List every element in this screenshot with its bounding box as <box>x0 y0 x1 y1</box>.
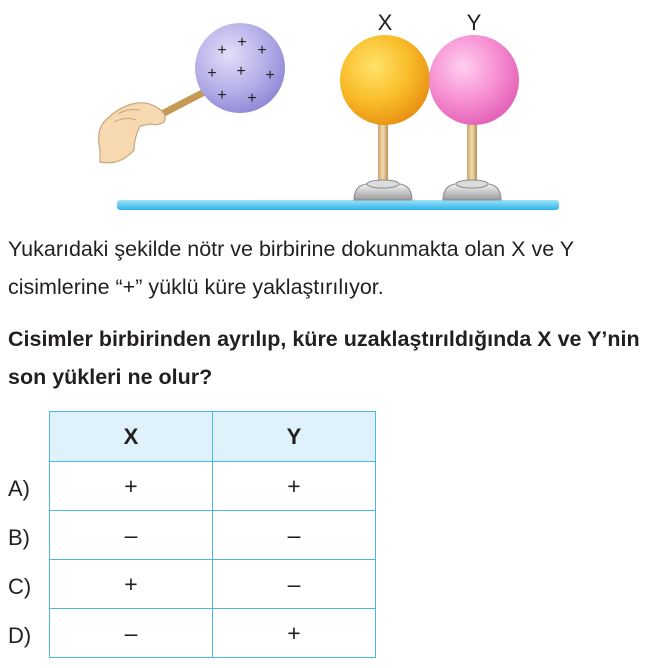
plus-sign: + <box>207 65 217 82</box>
question-prompt: Cisimler birbirinden ayrılıp, küre uzaklaştırıldığında X ve Y’nin son yükleri ne olur? <box>8 327 640 389</box>
stand-y <box>443 120 501 200</box>
plus-sign: + <box>247 90 257 107</box>
plus-sign: + <box>237 34 247 51</box>
option-c-y: – <box>213 560 376 609</box>
answer-table <box>49 411 376 658</box>
plus-sign: + <box>257 42 267 59</box>
option-a-y: + <box>213 462 376 511</box>
label-y: Y <box>466 10 482 35</box>
plus-sign: + <box>236 63 246 80</box>
table-row <box>50 462 376 511</box>
table-surface <box>117 200 559 210</box>
sphere-x <box>340 35 430 125</box>
experiment-illustration <box>0 0 652 220</box>
table-header-row <box>50 412 376 462</box>
table-row <box>50 609 376 658</box>
column-header-x: X <box>50 412 213 462</box>
option-d-x: – <box>50 609 213 658</box>
question-intro: Yukarıdaki şekilde nötr ve birbirine dokunmakta olan X ve Y cisimlerine “+” yüklü küre yaklaştırılıyor. <box>8 237 574 299</box>
option-d-label[interactable]: D) <box>8 623 32 648</box>
option-b-y: – <box>213 511 376 560</box>
plus-sign: + <box>265 67 275 84</box>
option-a-x: + <box>50 462 213 511</box>
column-header-y: Y <box>213 412 376 462</box>
charged-sphere <box>195 23 285 113</box>
option-d-y: + <box>213 609 376 658</box>
stand-x <box>354 120 412 200</box>
sphere-y <box>429 35 519 125</box>
table-row <box>50 511 376 560</box>
option-c-label[interactable]: C) <box>8 574 32 599</box>
table-row <box>50 560 376 609</box>
option-b-label[interactable]: B) <box>8 525 30 550</box>
label-x: X <box>377 10 393 35</box>
hand-icon <box>99 88 212 163</box>
plus-sign: + <box>217 87 227 104</box>
option-b-x: – <box>50 511 213 560</box>
plus-sign: + <box>217 42 227 59</box>
option-c-x: + <box>50 560 213 609</box>
option-a-label[interactable]: A) <box>8 476 30 501</box>
